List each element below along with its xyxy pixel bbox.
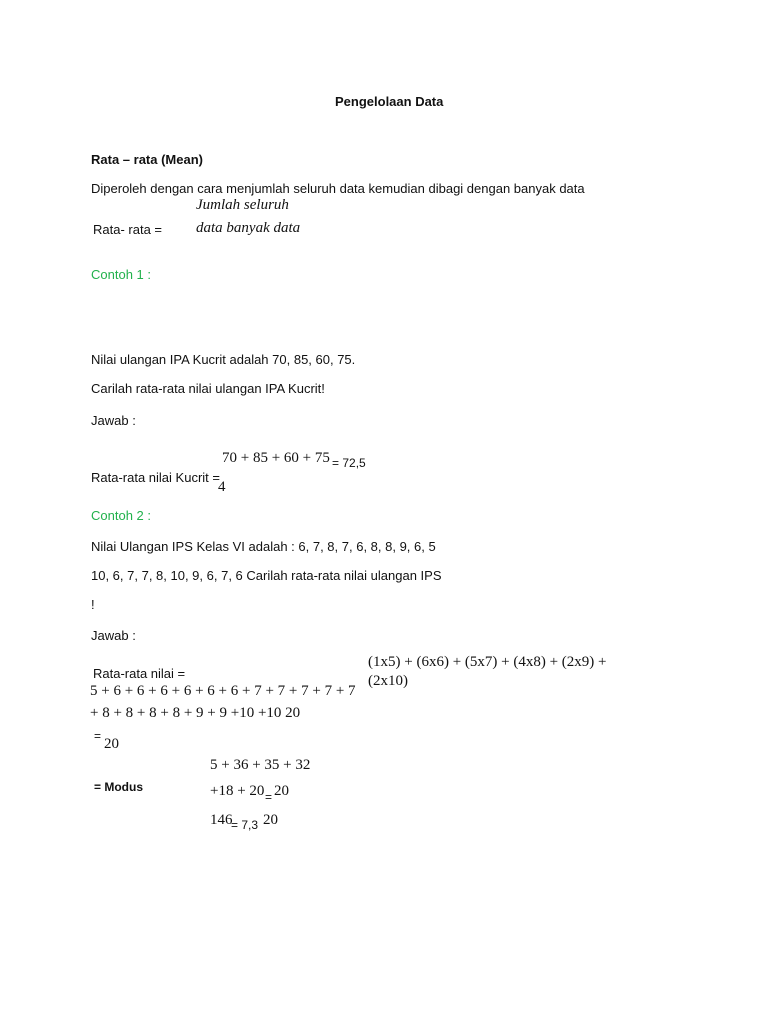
definition-text: Diperoleh dengan cara menjumlah seluruh data kemudian dibagi dengan banyak data <box>91 181 585 196</box>
example2-step-line2: +18 + 20 <box>210 783 265 799</box>
formula-label: Rata- rata = <box>93 222 163 237</box>
page-title: Pengelolaan Data <box>335 94 444 109</box>
example2-step-line1: 5 + 36 + 35 + 32 <box>210 757 311 773</box>
example2-step-line2-den: 20 <box>274 783 289 799</box>
formula-numerator: Jumlah seluruh <box>196 197 289 213</box>
example2-rhs-line2: (2x10) <box>368 673 408 689</box>
example2-eq-sign: = <box>94 729 102 743</box>
example2-final-num: 146 <box>210 812 233 828</box>
example1-problem-line1: Nilai ulangan IPA Kucrit adalah 70, 85, 60, 75. <box>91 352 356 367</box>
example2-step-line2-eq: = <box>265 790 273 804</box>
example2-problem-line3: ! <box>91 597 95 612</box>
modus-label: = Modus <box>94 780 144 794</box>
example1-problem-line2: Carilah rata-rata nilai ulangan IPA Kucrit! <box>91 381 325 396</box>
example2-heading: Contoh 2 : <box>91 508 151 523</box>
example2-rhs-line1: (1x5) + (6x6) + (5x7) + (4x8) + (2x9) + <box>368 654 607 670</box>
example1-numerator: 70 + 85 + 60 + 75 <box>222 450 330 466</box>
example1-heading: Contoh 1 : <box>91 267 151 282</box>
example2-sum-line1: 5 + 6 + 6 + 6 + 6 + 6 + 6 + 7 + 7 + 7 + 7 + 7 <box>90 683 356 699</box>
example2-denominator-20: 20 <box>104 736 119 752</box>
section-heading: Rata – rata (Mean) <box>91 152 203 167</box>
example2-final-den: 20 <box>263 812 278 828</box>
example1-result: = 72,5 <box>332 456 366 470</box>
example2-problem-line1: Nilai Ulangan IPS Kelas VI adalah : 6, 7, 8, 7, 6, 8, 8, 9, 6, 5 <box>91 539 436 554</box>
example1-denominator: 4 <box>218 479 226 495</box>
example2-problem-line2: 10, 6, 7, 7, 8, 10, 9, 6, 7, 6 Carilah rata-rata nilai ulangan IPS <box>91 568 442 583</box>
example1-answer-label: Jawab : <box>91 413 136 428</box>
example2-label: Rata-rata nilai = <box>93 666 186 681</box>
example2-final-result: = 7,3 <box>231 818 259 832</box>
example1-label: Rata-rata nilai Kucrit = <box>91 470 220 485</box>
formula-denominator: data banyak data <box>196 220 301 236</box>
example2-answer-label: Jawab : <box>91 628 136 643</box>
example2-sum-line2: + 8 + 8 + 8 + 8 + 9 + 9 +10 +10 20 <box>90 705 301 721</box>
